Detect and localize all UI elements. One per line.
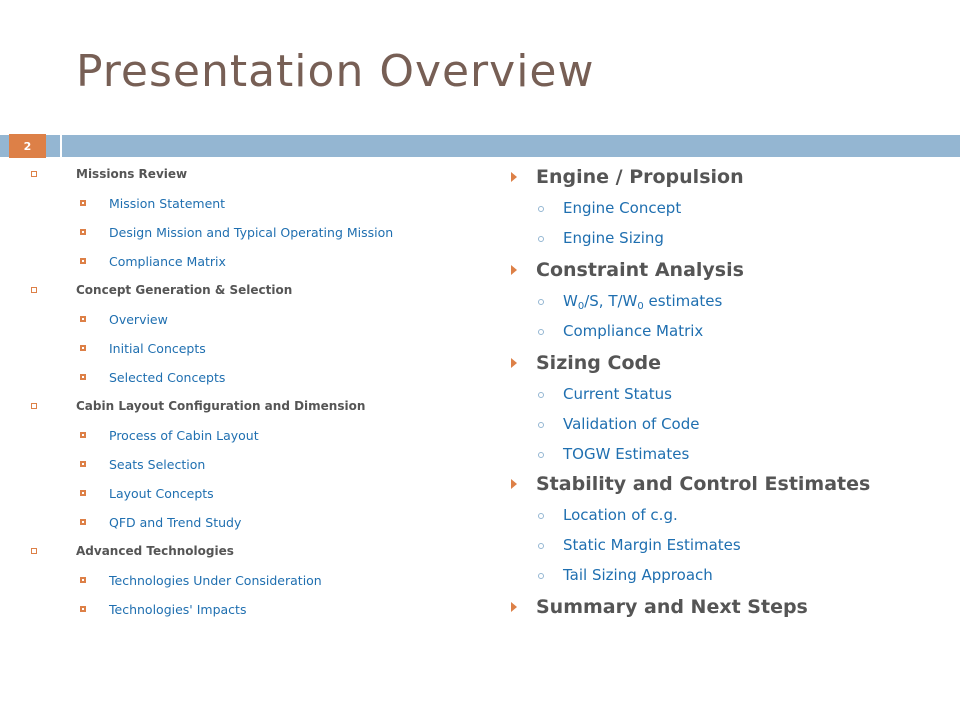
outline-item [505,286,945,316]
circle-bullet-icon [538,543,544,549]
outline-item [30,450,470,479]
section-label: Sizing Code [536,352,661,374]
square-bullet-icon [80,345,86,351]
item-label: Static Margin Estimates [563,536,741,554]
square-bullet-icon [31,171,37,177]
circle-bullet-icon [538,329,544,335]
outline-item [30,247,470,276]
outline-item [30,508,470,537]
item-label: Initial Concepts [109,341,206,356]
section-label: Concept Generation & Selection [76,283,293,297]
outline-section [505,255,945,286]
circle-bullet-icon [538,206,544,212]
outline-item [30,566,470,595]
circle-bullet-icon [538,236,544,242]
item-label: TOGW Estimates [563,445,690,463]
section-label: Engine / Propulsion [536,166,744,188]
outline-item [505,560,945,590]
outline-item [505,223,945,253]
arrow-bullet-icon [511,172,517,182]
square-bullet-icon [80,316,86,322]
square-bullet-icon [80,200,86,206]
right-outline [505,162,945,623]
outline-item [30,421,470,450]
square-bullet-icon [80,577,86,583]
outline-section [30,276,470,305]
outline-section [30,537,470,566]
item-label: Mission Statement [109,196,226,211]
item-label: Compliance Matrix [109,254,226,269]
section-label: Constraint Analysis [536,259,744,281]
outline-section [505,348,945,379]
outline-item [30,479,470,508]
item-label: Selected Concepts [109,370,226,385]
square-bullet-icon [80,606,86,612]
slide-title: Presentation Overview [76,46,595,97]
section-label: Summary and Next Steps [536,596,808,618]
item-label: Engine Sizing [563,229,664,247]
outline-item [505,193,945,223]
section-label: Cabin Layout Configuration and Dimension [76,399,366,413]
section-label: Stability and Control Estimates [536,473,871,495]
item-label: Current Status [563,385,672,403]
outline-item [505,530,945,560]
square-bullet-icon [80,519,86,525]
square-bullet-icon [80,490,86,496]
square-bullet-icon [80,374,86,380]
square-bullet-icon [80,432,86,438]
item-label: Engine Concept [563,199,682,217]
outline-section [505,162,945,193]
square-bullet-icon [80,461,86,467]
circle-bullet-icon [538,392,544,398]
circle-bullet-icon [538,573,544,579]
outline-section [30,392,470,421]
left-outline [30,160,470,624]
item-label: Technologies Under Consideration [109,573,322,588]
section-label: Advanced Technologies [76,544,234,558]
item-label: $W_0/S$, $T/W_0$ estimates [563,292,723,312]
square-bullet-icon [31,548,37,554]
square-bullet-icon [80,258,86,264]
header-bar-right [62,135,960,157]
square-bullet-icon [80,229,86,235]
outline-section [30,160,470,189]
arrow-bullet-icon [511,479,517,489]
outline-section [505,469,945,500]
item-label: Compliance Matrix [563,322,704,340]
outline-item [30,218,470,247]
square-bullet-icon [31,287,37,293]
circle-bullet-icon [538,513,544,519]
outline-item [505,409,945,439]
item-label: Tail Sizing Approach [563,566,713,584]
section-label: Missions Review [76,167,188,181]
outline-item [505,379,945,409]
outline-item [30,305,470,334]
item-label: Validation of Code [563,415,700,433]
item-label: QFD and Trend Study [109,515,242,530]
circle-bullet-icon [538,452,544,458]
item-label: Layout Concepts [109,486,214,501]
outline-item [30,334,470,363]
outline-item [505,500,945,530]
arrow-bullet-icon [511,602,517,612]
item-label: Location of c.g. [563,506,678,524]
item-label: Seats Selection [109,457,206,472]
outline-item [30,363,470,392]
slide-number-badge: 2 [9,134,46,158]
arrow-bullet-icon [511,358,517,368]
item-label: Overview [109,312,168,327]
outline-section [505,592,945,623]
arrow-bullet-icon [511,265,517,275]
outline-item [505,439,945,469]
item-label: Process of Cabin Layout [109,428,259,443]
item-label: Technologies' Impacts [109,602,247,617]
item-label: Design Mission and Typical Operating Mission [109,225,394,240]
outline-item [30,595,470,624]
circle-bullet-icon [538,422,544,428]
square-bullet-icon [31,403,37,409]
outline-item [30,189,470,218]
outline-item [505,316,945,346]
circle-bullet-icon [538,299,544,305]
